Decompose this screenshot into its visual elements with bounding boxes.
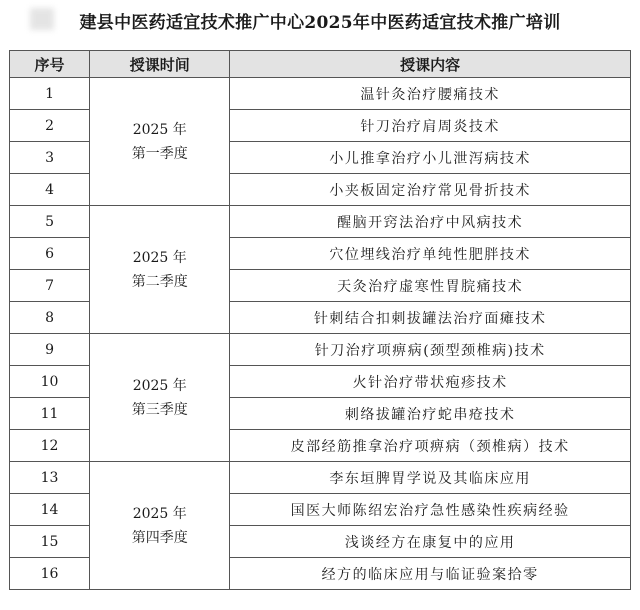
table-row — [10, 462, 631, 494]
row-content: 醒脑开窍法治疗中风病技术 — [230, 206, 631, 238]
row-no: 5 — [10, 206, 90, 238]
quarter-year: 2025 年 — [132, 121, 187, 138]
quarter-year: 2025 年 — [132, 505, 187, 522]
row-no: 7 — [10, 270, 90, 302]
row-no: 9 — [10, 334, 90, 366]
row-no: 15 — [10, 526, 90, 558]
table-header-row — [10, 51, 631, 78]
quarter-label: 第四季度 — [131, 529, 188, 546]
row-no: 14 — [10, 494, 90, 526]
header-time: 授课时间 — [90, 51, 230, 78]
row-content: 皮部经筋推拿治疗项痹病（颈椎病）技术 — [230, 430, 631, 462]
quarter-year: 2025 年 — [132, 249, 187, 266]
row-no: 11 — [10, 398, 90, 430]
row-no: 12 — [10, 430, 90, 462]
quarter-year: 2025 年 — [132, 377, 187, 394]
row-content: 浅谈经方在康复中的应用 — [230, 526, 631, 558]
row-content: 针刀治疗项痹病(颈型颈椎病)技术 — [230, 334, 631, 366]
quarter-label: 第一季度 — [131, 145, 188, 162]
row-no: 2 — [10, 110, 90, 142]
quarter-cell-q2 — [90, 206, 230, 334]
row-content: 火针治疗带状疱疹技术 — [230, 366, 631, 398]
table-row — [10, 334, 631, 366]
row-no: 13 — [10, 462, 90, 494]
row-no: 3 — [10, 142, 90, 174]
row-content: 国医大师陈绍宏治疗急性感染性疾病经验 — [230, 494, 631, 526]
row-no: 6 — [10, 238, 90, 270]
row-no: 1 — [10, 78, 90, 110]
training-schedule-table — [9, 50, 631, 590]
table-row — [10, 206, 631, 238]
row-content: 小儿推拿治疗小儿泄泻病技术 — [230, 142, 631, 174]
row-no: 10 — [10, 366, 90, 398]
quarter-cell-q3 — [90, 334, 230, 462]
quarter-label: 第三季度 — [131, 401, 188, 418]
header-no: 序号 — [10, 51, 90, 78]
row-content: 刺络拔罐治疗蛇串疮技术 — [230, 398, 631, 430]
quarter-cell-q1 — [90, 78, 230, 206]
document-title: 建县中医药适宜技术推广中心2025年中医药适宜技术推广培训 — [79, 12, 561, 33]
row-content: 经方的临床应用与临证验案拾零 — [230, 558, 631, 590]
row-content: 李东垣脾胃学说及其临床应用 — [230, 462, 631, 494]
row-no: 16 — [10, 558, 90, 590]
row-content: 温针灸治疗腰痛技术 — [230, 78, 631, 110]
quarter-cell-q4 — [90, 462, 230, 590]
quarter-label: 第二季度 — [131, 273, 188, 290]
row-no: 4 — [10, 174, 90, 206]
row-content: 针刀治疗肩周炎技术 — [230, 110, 631, 142]
row-content: 针刺结合扣刺拔罐法治疗面瘫技术 — [230, 302, 631, 334]
table-row — [10, 78, 631, 110]
row-content: 小夹板固定治疗常见骨折技术 — [230, 174, 631, 206]
row-content: 天灸治疗虚寒性胃脘痛技术 — [230, 270, 631, 302]
header-content: 授课内容 — [230, 51, 631, 78]
row-no: 8 — [10, 302, 90, 334]
row-content: 穴位埋线治疗单纯性肥胖技术 — [230, 238, 631, 270]
